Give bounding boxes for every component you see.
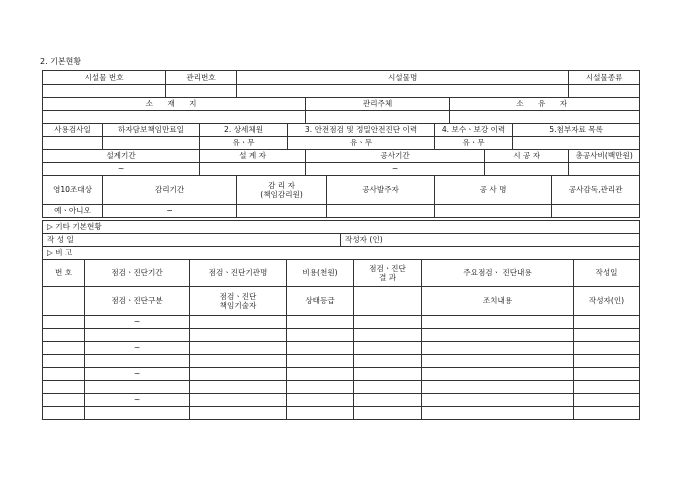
table-cell[interactable] — [190, 329, 287, 342]
supervisor-header — [237, 176, 327, 205]
attachments-value[interactable] — [513, 137, 640, 150]
approval-header: 사용검사일 — [43, 124, 103, 137]
header-category: 점검ㆍ진단구분 — [85, 287, 190, 316]
table-cell[interactable] — [190, 316, 287, 329]
table-cell[interactable] — [574, 342, 640, 355]
art10-header: 영10조대상 — [43, 176, 103, 205]
header-result: 점검ㆍ진단 결 과 — [354, 260, 422, 287]
table-cell[interactable] — [43, 355, 85, 368]
row-period[interactable]: ~ — [85, 316, 190, 329]
other-status-heading: ▷ 기타 기본현황 — [43, 221, 640, 234]
table-cell[interactable] — [287, 329, 354, 342]
supervision-period-value[interactable]: ~ — [103, 205, 237, 218]
detail-check-yes-no[interactable]: 유ㆍ무 — [200, 137, 288, 150]
attachments-header: 5.첨부자료 목록 — [513, 124, 640, 137]
facility-type-value[interactable] — [569, 85, 640, 98]
facility-type-header: 시설물종류 — [569, 71, 640, 85]
basic-status-table — [42, 70, 640, 218]
table-cell[interactable] — [354, 381, 422, 394]
table-cell[interactable] — [574, 407, 640, 420]
table-cell[interactable] — [287, 355, 354, 368]
supervisor-line2: (책임감리원) — [260, 190, 303, 199]
table-cell[interactable] — [43, 316, 85, 329]
section-title: 2. 기본현황 — [40, 57, 82, 66]
table-cell[interactable] — [574, 381, 640, 394]
repair-history-yes-no[interactable]: 유ㆍ무 — [435, 137, 513, 150]
table-cell[interactable] — [190, 381, 287, 394]
art10-value[interactable]: 예ㆍ아니오 — [43, 205, 103, 218]
table-cell[interactable] — [190, 368, 287, 381]
row-period[interactable]: ~ — [85, 342, 190, 355]
mgmt-no-value[interactable] — [166, 85, 237, 98]
table-cell[interactable] — [422, 394, 574, 407]
table-cell[interactable] — [85, 381, 190, 394]
table-cell[interactable] — [190, 407, 287, 420]
table-cell[interactable] — [574, 316, 640, 329]
table-cell[interactable] — [287, 368, 354, 381]
author-field[interactable]: 작성자 (인) — [341, 234, 640, 247]
table-cell[interactable] — [422, 342, 574, 355]
table-cell[interactable] — [287, 381, 354, 394]
header-blank2 — [354, 287, 422, 316]
table-cell[interactable] — [574, 394, 640, 407]
table-cell[interactable] — [422, 381, 574, 394]
construction-period-value[interactable]: ~ — [306, 163, 485, 176]
header-engineer: 점검ㆍ진단 책임기술자 — [190, 287, 287, 316]
header-action: 조치내용 — [422, 287, 574, 316]
project-name-header: 공 사 명 — [435, 176, 552, 205]
table-cell[interactable] — [43, 394, 85, 407]
designer-header: 설 계 자 — [200, 150, 306, 163]
header-grade: 상태등급 — [287, 287, 354, 316]
safety-history-header: 3. 안전점검 및 정밀안전진단 이력 — [288, 124, 435, 137]
table-cell[interactable] — [287, 407, 354, 420]
total-cost-value[interactable] — [569, 163, 640, 176]
client-header: 공사발주자 — [327, 176, 435, 205]
table-cell[interactable] — [574, 355, 640, 368]
warranty-header: 하자담보책임만료일 — [103, 124, 200, 137]
mgmt-no-header: 관리번호 — [166, 71, 237, 85]
table-cell[interactable] — [354, 368, 422, 381]
header-agency: 점검ㆍ진단기관명 — [190, 260, 287, 287]
other-status-table — [42, 220, 640, 260]
header-number: 번 호 — [43, 260, 85, 287]
inspection-table — [42, 259, 640, 420]
table-cell[interactable] — [43, 329, 85, 342]
safety-history-yes-no[interactable]: 유ㆍ무 — [288, 137, 435, 150]
header-cost: 비용(천원) — [287, 260, 354, 287]
table-cell[interactable] — [43, 407, 85, 420]
table-cell[interactable] — [422, 355, 574, 368]
table-cell[interactable] — [422, 329, 574, 342]
table-cell[interactable] — [43, 342, 85, 355]
table-cell[interactable] — [287, 342, 354, 355]
designer-value[interactable] — [200, 163, 306, 176]
table-cell[interactable] — [422, 368, 574, 381]
written-date-field[interactable]: 작 성 일 — [43, 234, 341, 247]
constructor-value[interactable] — [485, 163, 569, 176]
facility-no-value[interactable] — [43, 85, 166, 98]
table-cell[interactable] — [190, 355, 287, 368]
constructor-header: 시 공 자 — [485, 150, 569, 163]
detail-check-header: 2. 상세체원 — [200, 124, 288, 137]
header-author: 작성자(인) — [574, 287, 640, 316]
manager-value[interactable] — [306, 111, 450, 124]
supervisor-value[interactable] — [237, 205, 327, 218]
table-cell[interactable] — [354, 394, 422, 407]
client-value[interactable] — [327, 205, 435, 218]
facility-name-header: 시설물명 — [237, 71, 569, 85]
table-cell[interactable] — [574, 329, 640, 342]
owner-header: 소 유 자 — [450, 98, 640, 111]
table-cell[interactable] — [354, 316, 422, 329]
table-cell[interactable] — [85, 329, 190, 342]
warranty-value[interactable] — [103, 137, 200, 150]
supervisor-mgr-value[interactable] — [552, 205, 640, 218]
header-content: 주요점검ㆍ 진단내용 — [422, 260, 574, 287]
table-cell[interactable] — [422, 316, 574, 329]
approval-value[interactable] — [43, 137, 103, 150]
table-cell[interactable] — [190, 342, 287, 355]
table-cell[interactable] — [354, 329, 422, 342]
owner-value[interactable] — [450, 111, 640, 124]
table-cell[interactable] — [85, 407, 190, 420]
row-period[interactable]: ~ — [85, 368, 190, 381]
row-period[interactable]: ~ — [85, 394, 190, 407]
table-cell[interactable] — [43, 368, 85, 381]
table-cell[interactable] — [43, 381, 85, 394]
repair-history-header: 4. 보수ㆍ보강 이력 — [435, 124, 513, 137]
table-cell[interactable] — [85, 355, 190, 368]
location-value[interactable] — [43, 111, 306, 124]
table-cell[interactable] — [190, 394, 287, 407]
table-cell[interactable] — [354, 342, 422, 355]
table-cell[interactable] — [354, 407, 422, 420]
table-cell[interactable] — [287, 394, 354, 407]
design-period-value[interactable]: ~ — [43, 163, 200, 176]
table-cell[interactable] — [422, 407, 574, 420]
table-cell[interactable] — [354, 355, 422, 368]
header-date: 작성일 — [574, 260, 640, 287]
facility-no-header: 시설물 번호 — [43, 71, 166, 85]
table-cell[interactable] — [574, 368, 640, 381]
supervisor-mgr-header: 공사감독,관리관 — [552, 176, 640, 205]
project-name-value[interactable] — [435, 205, 552, 218]
supervisor-line1: 감 리 자 — [268, 180, 295, 190]
supervision-period-header: 감리기간 — [103, 176, 237, 205]
header-blank — [43, 287, 85, 316]
manager-header: 관리주체 — [306, 98, 450, 111]
table-cell[interactable] — [287, 316, 354, 329]
facility-name-value[interactable] — [237, 85, 569, 98]
location-header: 소 재 지 — [43, 98, 306, 111]
design-period-header: 설계기간 — [43, 150, 200, 163]
construction-period-header: 공사기간 — [306, 150, 485, 163]
remarks-heading: ▷ 비 고 — [43, 247, 640, 260]
total-cost-header: 총공사비(백만원) — [569, 150, 640, 163]
header-period: 점검ㆍ진단기간 — [85, 260, 190, 287]
